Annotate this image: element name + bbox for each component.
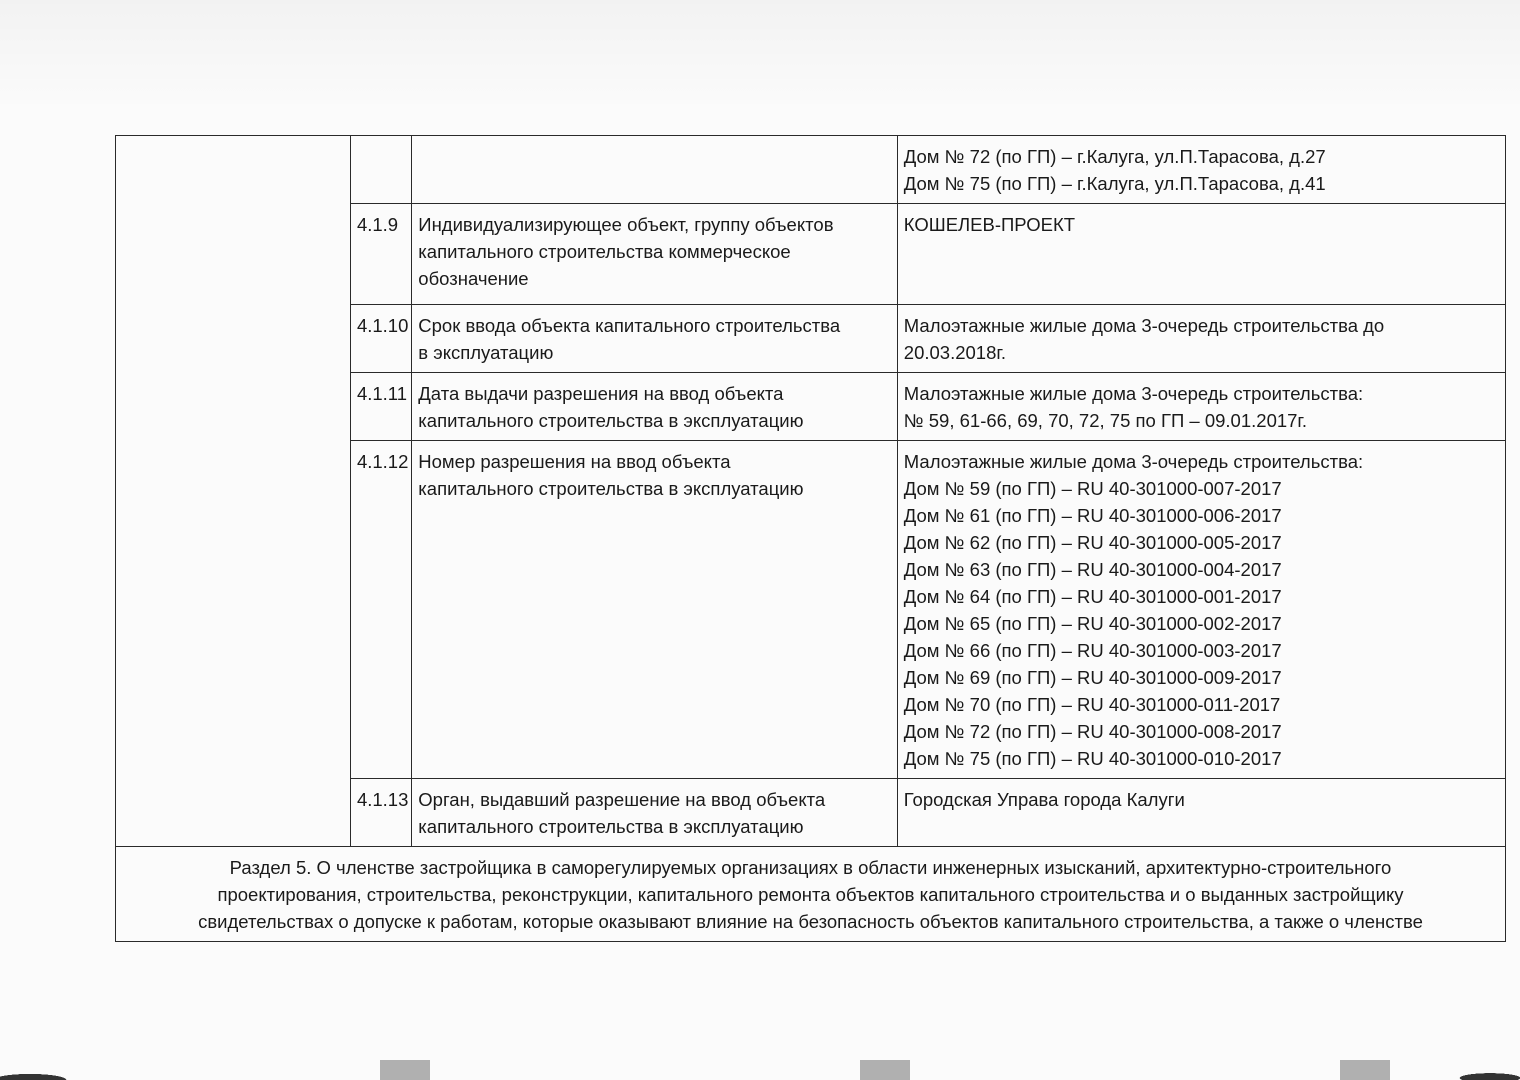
value-line: Городская Управа города Калуги [903, 789, 1185, 810]
label-line: Индивидуализирующее объект, группу объектов [418, 214, 834, 235]
value-line: Дом № 63 (по ГП) – RU 40-301000-004-2017 [903, 559, 1282, 580]
label-line: Орган, выдавший разрешение на ввод объекта [418, 789, 826, 810]
section-line: проектирования, строительства, реконструкции, капитального ремонта объектов капитального строительства и о выданных застройщику [217, 884, 1404, 905]
row-number-cell [350, 136, 411, 204]
row-label-cell [412, 204, 898, 305]
value-line: Дом № 72 (по ГП) – г.Калуга, ул.П.Тарасова, д.27 [903, 146, 1326, 167]
row-number: 4.1.12 [350, 441, 411, 779]
value-line: Дом № 72 (по ГП) – RU 40-301000-008-2017 [903, 721, 1282, 742]
value-line: Дом № 61 (по ГП) – RU 40-301000-006-2017 [903, 505, 1282, 526]
row-label-cell [412, 136, 898, 204]
value-line: Малоэтажные жилые дома 3-очередь строительства до [903, 315, 1385, 336]
value-line: Дом № 75 (по ГП) – RU 40-301000-010-2017 [903, 748, 1282, 769]
section-5-row [116, 847, 1506, 942]
label-line: Дата выдачи разрешения на ввод объекта [418, 383, 784, 404]
section-line: свидетельствах о допуске к работам, которые оказывают влияние на безопасность объектов капитального строительства, а также о членстве [198, 911, 1423, 932]
section-line: Раздел 5. О членстве застройщика в саморегулируемых организациях в области инженерных изысканий, архитектурно-строительного [229, 857, 1392, 878]
value-line: Дом № 64 (по ГП) – RU 40-301000-001-2017 [903, 586, 1282, 607]
label-line: капитального строительства в эксплуатацию [418, 816, 804, 837]
value-line: Дом № 70 (по ГП) – RU 40-301000-011-2017 [903, 694, 1281, 715]
document-table [115, 135, 1506, 942]
value-line: КОШЕЛЕВ-ПРОЕКТ [903, 214, 1076, 235]
value-line: Дом № 59 (по ГП) – RU 40-301000-007-2017 [903, 478, 1282, 499]
row-value-cell [897, 136, 1505, 204]
row-value-cell [897, 373, 1505, 441]
row-value-cell [897, 779, 1505, 847]
value-line: Дом № 75 (по ГП) – г.Калуга, ул.П.Тарасова, д.41 [903, 173, 1326, 194]
row-label-cell [412, 305, 898, 373]
label-line: Срок ввода объекта капитального строительства [418, 315, 841, 336]
value-line: Дом № 66 (по ГП) – RU 40-301000-003-2017 [903, 640, 1282, 661]
label-line: обозначение [418, 268, 529, 289]
row-value-cell [897, 441, 1505, 779]
row-label-cell [412, 779, 898, 847]
value-line: 20.03.2018г. [903, 342, 1007, 363]
value-line: Дом № 62 (по ГП) – RU 40-301000-005-2017 [903, 532, 1282, 553]
section-5-heading [116, 847, 1506, 942]
row-label-cell [412, 441, 898, 779]
scan-edge-marks [0, 1060, 1520, 1080]
value-line: Малоэтажные жилые дома 3-очередь строительства: [903, 383, 1364, 404]
label-line: капитального строительства в эксплуатацию [418, 410, 804, 431]
blank-left-cell [116, 136, 351, 847]
row-label-cell [412, 373, 898, 441]
label-line: капитального строительства в эксплуатацию [418, 478, 804, 499]
value-line: Дом № 69 (по ГП) – RU 40-301000-009-2017 [903, 667, 1282, 688]
label-line: Номер разрешения на ввод объекта [418, 451, 731, 472]
value-line: № 59, 61-66, 69, 70, 72, 75 по ГП – 09.01.2017г. [903, 410, 1308, 431]
scan-shadow [0, 0, 1520, 110]
row-value-cell [897, 305, 1505, 373]
label-line: капитального строительства коммерческое [418, 241, 791, 262]
table-row-continuation [116, 136, 1506, 204]
value-line: Малоэтажные жилые дома 3-очередь строительства: [903, 451, 1364, 472]
row-number: 4.1.13 [350, 779, 411, 847]
row-number: 4.1.11 [350, 373, 411, 441]
label-line: в эксплуатацию [418, 342, 554, 363]
value-line: Дом № 65 (по ГП) – RU 40-301000-002-2017 [903, 613, 1282, 634]
row-number: 4.1.9 [350, 204, 411, 305]
row-value-cell [897, 204, 1505, 305]
row-number: 4.1.10 [350, 305, 411, 373]
